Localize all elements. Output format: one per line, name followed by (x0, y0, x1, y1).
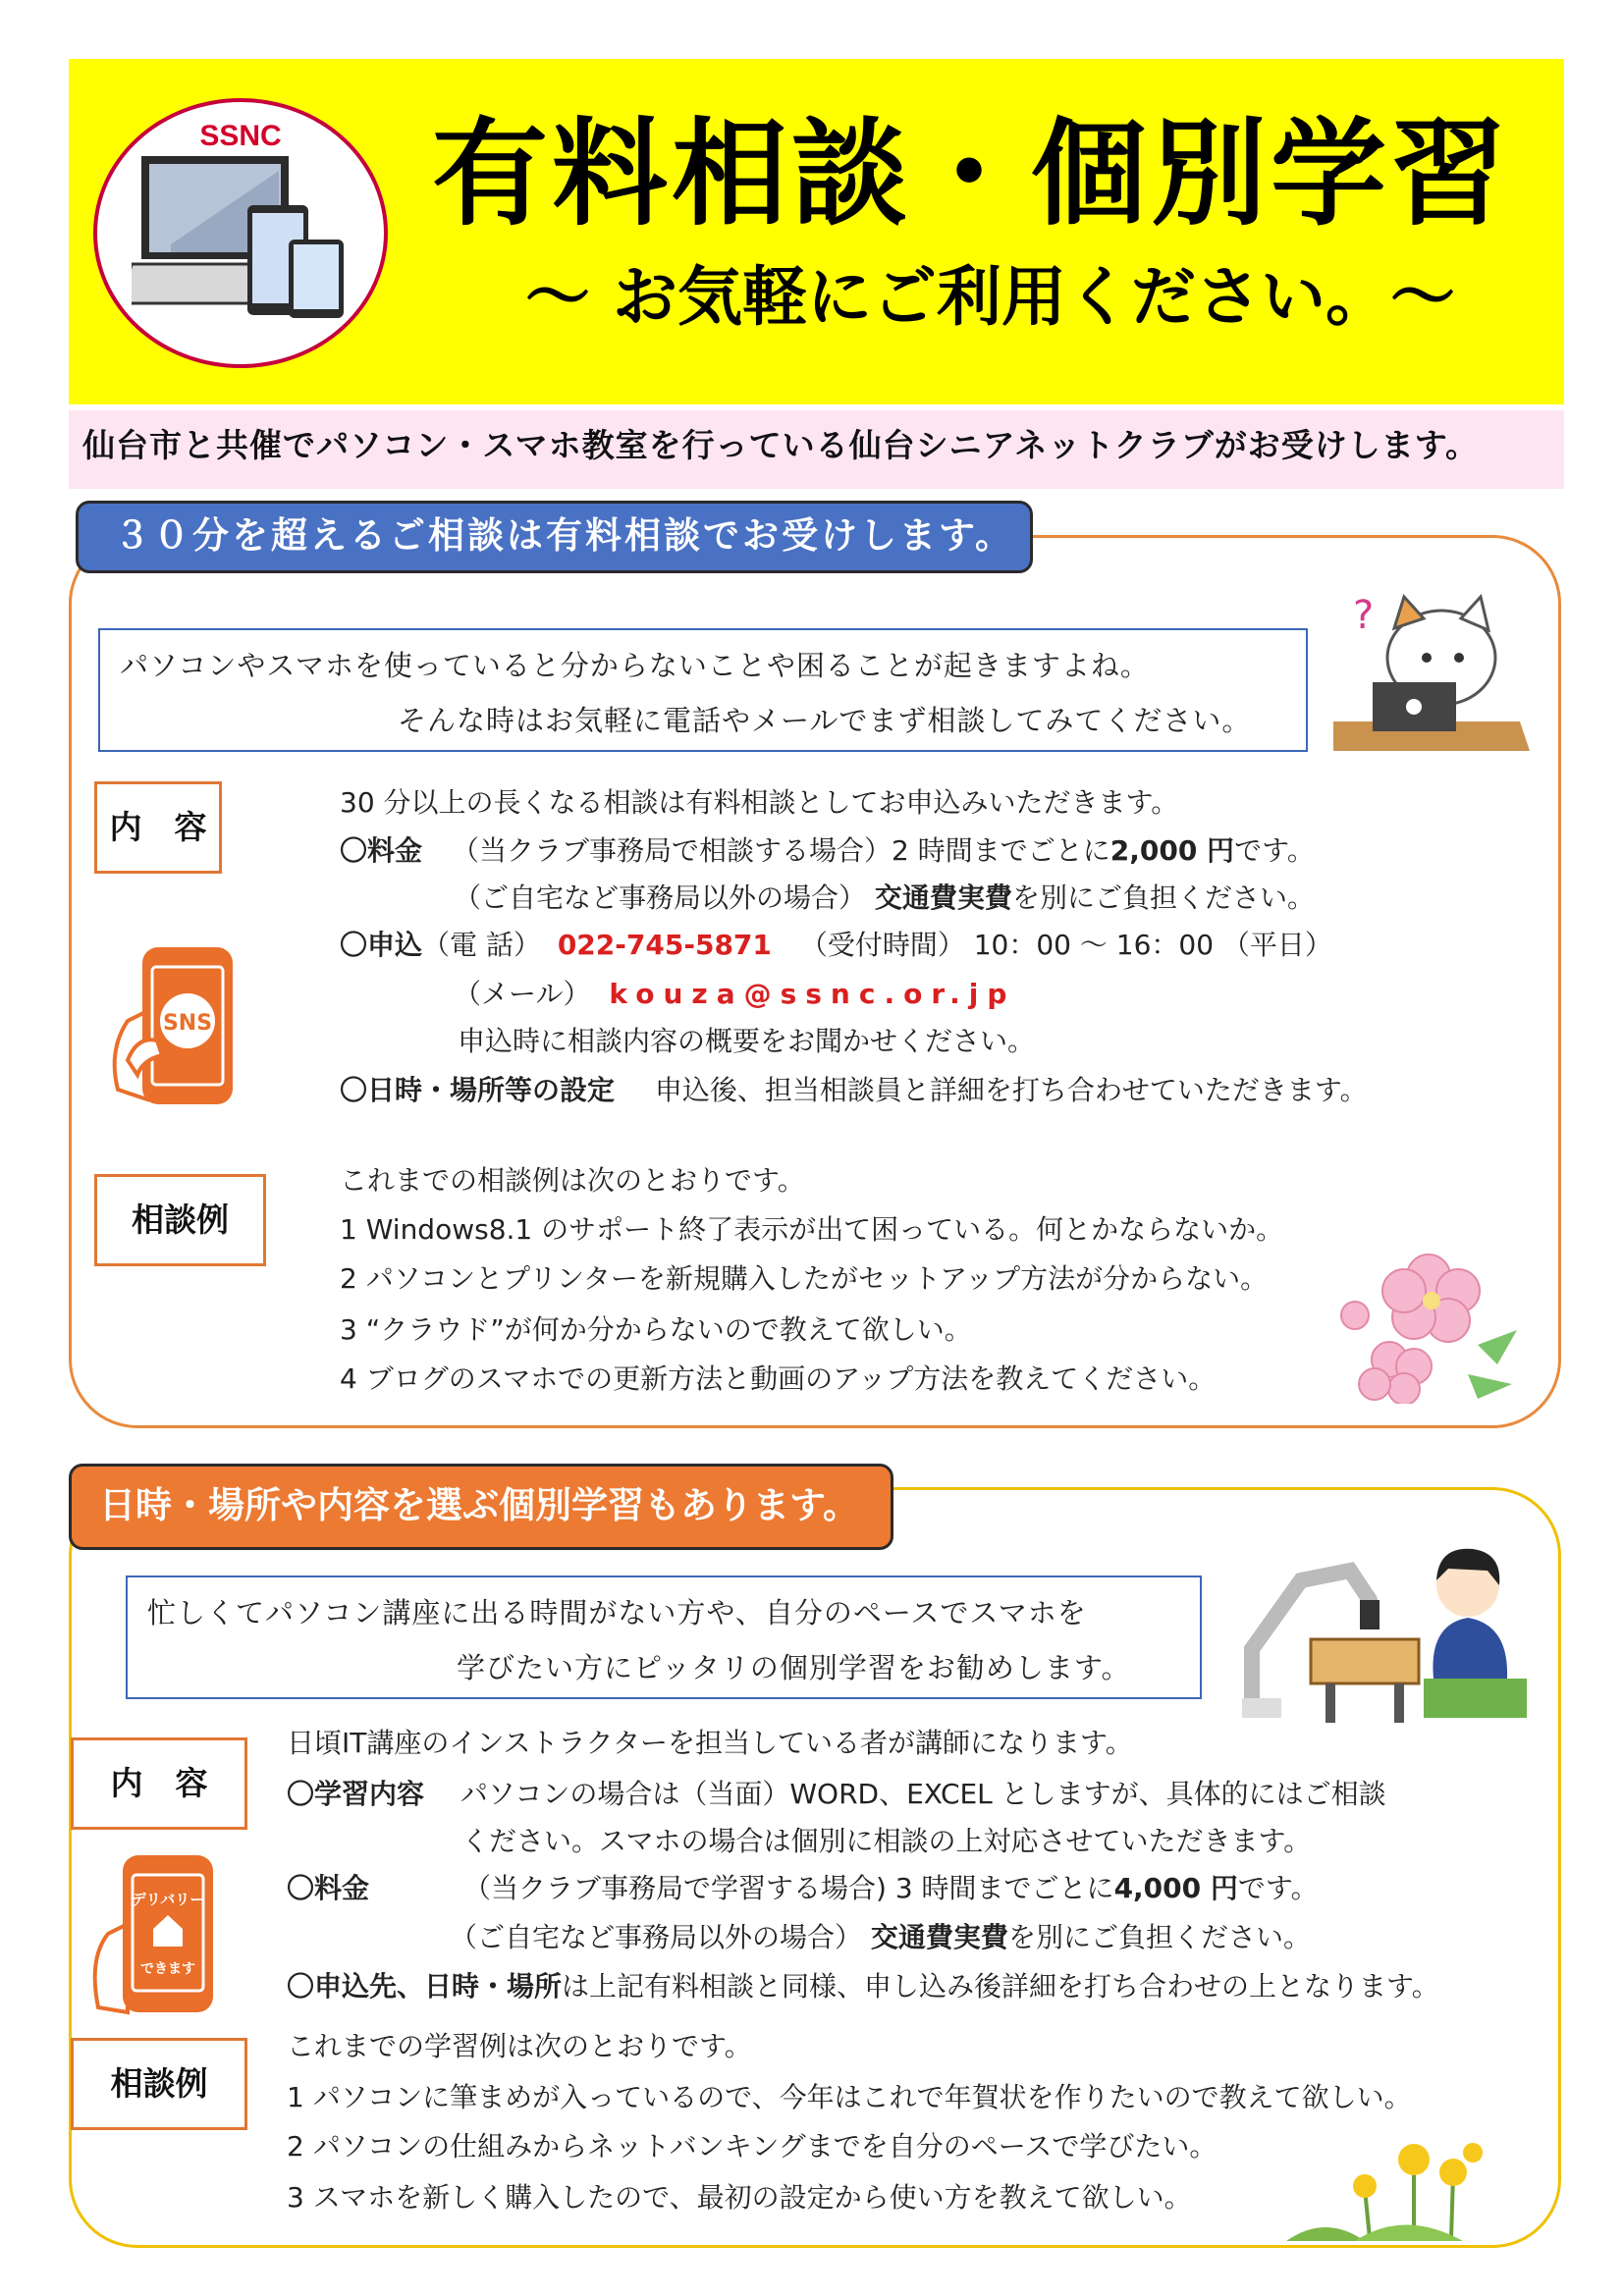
email-address[interactable]: kouza@ssnc.or.jp (609, 978, 1016, 1010)
phone-label: （電 話） (422, 929, 541, 961)
consultation-callout (98, 628, 1308, 752)
computer-devices-icon (132, 146, 357, 343)
page-subtitle: ～ お気軽にご利用ください。～ (525, 259, 1455, 335)
delivery-text-1: デリバリー (131, 1891, 205, 1908)
delivery-phone-icon (88, 1850, 236, 2022)
cherry-blossom-icon (1330, 1247, 1527, 1404)
study-apply-head: 〇申込先、日時・場所 (287, 1970, 563, 2002)
study-examples-intro: これまでの学習例は次のとおりです。 (287, 2030, 752, 2062)
logo-text: SSNC (199, 120, 282, 152)
consultation-content-label: 内 容 (94, 781, 222, 874)
study-fee-amount: 4,000 円 (1113, 1872, 1238, 1904)
study-fee2-bold: 交通費実費 (870, 1921, 1008, 1953)
study-content-label: 内 容 (71, 1737, 247, 1830)
delivery-text-2: できます (140, 1961, 195, 1977)
study-fee2-suffix: を別にご負担ください。 (1007, 1921, 1311, 1953)
study-fee2-row (450, 1921, 1311, 1954)
consultation-mail-row (454, 978, 1015, 1011)
consultation-section-heading: ３０分を超えるご相談は有料相談でお受けします。 (76, 501, 1033, 573)
consultation-apply-head: 〇申込 (340, 929, 423, 961)
consultation-examples-intro: これまでの相談例は次のとおりです。 (340, 1164, 805, 1197)
svg-text:?: ? (1353, 593, 1375, 638)
study-section-heading: 日時・場所や内容を選ぶ個別学習もあります。 (69, 1464, 893, 1550)
study-examples-label: 相談例 (71, 2038, 247, 2130)
study-apply-text: は上記有料相談と同様、申し込み後詳細を打ち合わせの上となります。 (562, 1970, 1439, 2002)
consultation-fee2-suffix: を別にご負担ください。 (1011, 881, 1315, 914)
study-callout-line2: 学びたい方にピッタリの個別学習をお勧めします。 (457, 1651, 1131, 1684)
study-content-head: 〇学習内容 (287, 1778, 425, 1810)
consultation-fee-amount: 2,000 円 (1109, 834, 1235, 867)
consultation-line1: 30 分以上の長くなる相談は有料相談としてお申込みいただきます。 (340, 786, 1179, 819)
consultation-callout-line2: そんな時はお気軽に電話やメールでまず相談してみてください。 (398, 704, 1252, 737)
intro-text: 仙台市と共催でパソコン・スマホ教室を行っている仙台シニアネットクラブがお受けします。 (82, 426, 1480, 464)
consultation-example-2: 2 パソコンとプリンターを新規購入したがセットアップ方法が分からない。 (340, 1262, 1269, 1295)
consultation-example-4: 4 ブログのスマホでの更新方法と動画のアップ方法を教えてください。 (340, 1362, 1217, 1395)
consultation-fee-head: 〇料金 (340, 834, 423, 867)
ssnc-logo (93, 98, 388, 368)
study-fee-suffix: です。 (1237, 1872, 1319, 1904)
consultation-apply-row (340, 929, 1332, 962)
mail-label: （メール） (454, 978, 591, 1010)
robot-shogi-illustration (1222, 1531, 1537, 1728)
consultation-fee-row (340, 834, 1315, 868)
study-fee-head: 〇料金 (287, 1872, 370, 1904)
study-callout (126, 1575, 1202, 1699)
consultation-fee-suffix: です。 (1234, 834, 1315, 867)
study-apply-row (287, 1970, 1439, 2003)
consultation-callout-line1: パソコンやスマホを使っていると分からないことや困ることが起きますよね。 (120, 649, 1150, 682)
study-content-row (287, 1778, 1386, 1811)
cat-laptop-icon (1333, 589, 1530, 756)
consultation-example-3: 3 “クラウド”が何か分からないので教えて欲しい。 (340, 1313, 972, 1346)
consultation-setting-row (340, 1074, 1368, 1107)
study-fee-text: （当クラブ事務局で学習する場合) 3 時間までごとに (463, 1872, 1114, 1904)
study-example-2: 2 パソコンの仕組みからネットバンキングまでを自分のペースで学びたい。 (287, 2130, 1217, 2163)
sns-text: SNS (162, 1011, 213, 1036)
study-fee-row (287, 1872, 1319, 1905)
study-example-3: 3 スマホを新しく購入したので、最初の設定から使い方を教えて欲しい。 (287, 2181, 1192, 2214)
study-line1: 日頃IT講座のインストラクターを担当している者が講師になります。 (287, 1727, 1133, 1759)
consultation-setting-head: 〇日時・場所等の設定 (340, 1074, 616, 1106)
page-title: 有料相談・個別学習 (432, 106, 1511, 241)
consultation-apply-note: 申込時に相談内容の概要をお聞かせください。 (458, 1025, 1036, 1057)
study-content-text1: パソコンの場合は（当面）WORD、EXCEL としますが、具体的にはご相談 (460, 1778, 1386, 1810)
consultation-fee2-text: （ご自宅など事務局以外の場合） (454, 881, 867, 914)
study-content-text2: ください。スマホの場合は個別に相談の上対応させていただきます。 (461, 1825, 1312, 1857)
study-example-1: 1 パソコンに筆まめが入っているので、今年はこれで年賀状を作りたいので教えて欲しい。 (287, 2081, 1412, 2113)
consultation-example-1: 1 Windows8.1 のサポート終了表示が出て困っている。何とかならないか。 (340, 1213, 1284, 1246)
dandelion-icon (1267, 2135, 1483, 2243)
phone-number[interactable]: 022-745-5871 (557, 929, 772, 961)
consultation-setting-text: 申込後、担当相談員と詳細を打ち合わせていただきます。 (654, 1074, 1368, 1106)
consultation-fee2-bold: 交通費実費 (874, 881, 1012, 914)
consultation-examples-label: 相談例 (94, 1174, 266, 1266)
reception-hours: （受付時間） 10：00 ～ 16：00 （平日） (799, 929, 1332, 961)
consultation-fee-text: （当クラブ事務局で相談する場合）2 時間までごとに (452, 834, 1110, 867)
study-callout-line1: 忙しくてパソコン講座に出る時間がない方や、自分のペースでスマホを (147, 1596, 1087, 1629)
consultation-fee2-row (454, 881, 1315, 915)
study-fee2-text: （ご自宅など事務局以外の場合） (450, 1921, 863, 1953)
sns-phone-icon (108, 942, 255, 1119)
